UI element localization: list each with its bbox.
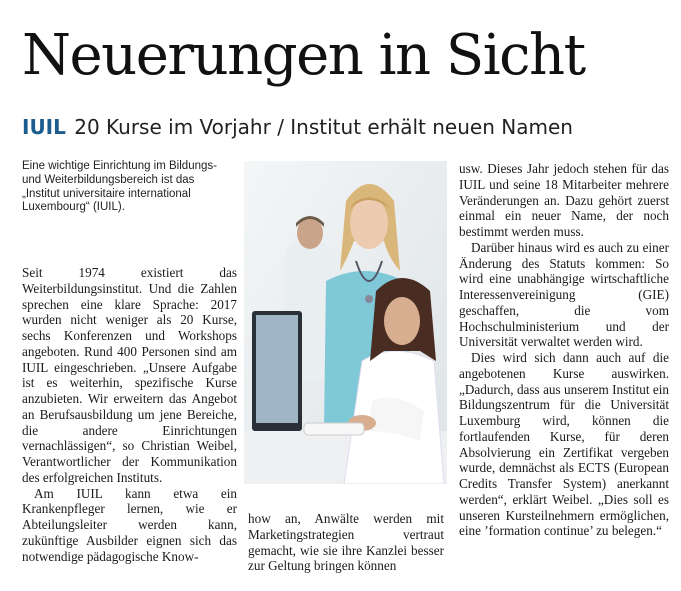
column-1	[22, 265, 237, 564]
headline: Neuerungen in Sicht	[22, 23, 585, 88]
body-paragraph: Darüber hinaus wird es auch zu einer Änderung des Statuts kommen: So wird eine unabhängige wirtschaftliche Interessenvereinigung (GIE) geschaffen, die vom Hochschulministerium und der Universität verwaltet werden wird.	[459, 239, 669, 350]
body-paragraph: Am IUIL kann etwa ein Krankenpfleger lernen, wie er Abteilungsleiter werden kann, zukünftige Ausbilder eignen sich das notwendige pädagogische Know-	[22, 485, 237, 564]
body-paragraph: usw. Dieses Jahr jedoch stehen für das IUIL und seine 18 Mitarbeiter mehrere Veränderungen an. Dazu gehört zuerst einmal ein neuer Name, der noch bestimmt werden muss.	[459, 161, 669, 239]
subheadline-text: 20 Kurse im Vorjahr / Institut erhält neuen Namen	[67, 115, 573, 139]
lead-text: Eine wichtige Einrichtung im Bildungs- und Weiterbildungsbereich ist das „Institut universitaire international Luxembourg“ (IUIL).	[22, 160, 217, 214]
body-paragraph: Dies wird sich dann auch auf die angebotenen Kurse auswirken. „Dadurch, dass aus unserem Institut ein Bildungszentrum für die Universität Luxemburg wird, können die fortlaufenden Kurse, für deren Absolvierung ein Zertifikat vergeben wurde, demnächst als ECTS (European Credits Transfer System) anerkannt werden“, erklärt Weibel. „Dies soll es unseren Kursteilnehmern ermöglichen, eine ’formation continue’ zu belegen.“	[459, 350, 669, 539]
column-3	[459, 161, 669, 539]
article-photo	[244, 161, 447, 484]
body-paragraph: Seit 1974 existiert das Weiterbildungsinstitut. Und die Zahlen sprechen eine klare Sprache: 2017 wurden nicht weniger als 20 Kurse, sechs Konferenzen und Workshops angeboten. Rund 400 Personen sind am IUIL eingeschrieben. „Unsere Aufgabe ist es weiterhin, spezifische Kurse anzubieten. Wir erweitern das Angebot an Berufsausbildung um jene Bereiche, die andere Einrichtungen vernachlässigen“, so Christian Weibel, Verantwortlicher der Kommunikation des erfolgreichen Instituts.	[22, 265, 237, 485]
body-paragraph: how an, Anwälte werden mit Marketingstrategien vertraut gemacht, wie sie ihre Kanzlei besser zur Geltung bringen können	[248, 511, 444, 574]
subheadline	[22, 114, 672, 140]
subheadline-kicker: IUIL	[22, 115, 66, 139]
column-2	[248, 511, 444, 574]
lead-paragraph	[22, 160, 218, 215]
